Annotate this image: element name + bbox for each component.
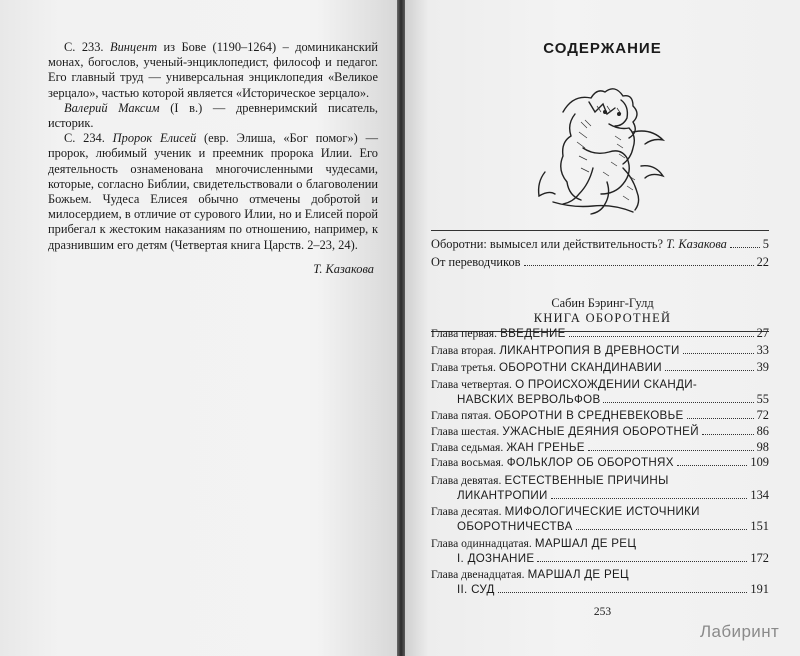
watermark-logo: [700, 622, 779, 642]
chapter-entry: [431, 326, 769, 341]
leader-dots: [537, 561, 747, 562]
chapter-entry: [431, 455, 769, 470]
chapter-number: Глава шестая.: [431, 425, 500, 438]
werewolf-illustration: [523, 72, 673, 220]
note-ref: С. 233.: [64, 40, 104, 54]
chapter-number: Глава двенадцатая.: [431, 568, 525, 581]
chapter-title: ЕСТЕСТВЕННЫЕ ПРИЧИНЫ: [504, 474, 669, 487]
chapter-number: Глава вторая.: [431, 344, 497, 357]
book-author: Сабин Бэринг-Гулд: [551, 296, 654, 310]
page-ref: 5: [762, 237, 769, 251]
chapter-number: Глава пятая.: [431, 409, 492, 422]
leader-dots: [665, 370, 754, 371]
chapter-number: Глава четвертая.: [431, 378, 512, 391]
chapter-title: УЖАСНЫЕ ДЕЯНИЯ ОБОРОТНЕЙ: [502, 425, 699, 438]
page-ref: 33: [756, 343, 769, 357]
chapter-title-continued: I. ДОЗНАНИЕ: [457, 552, 535, 565]
note-paragraph: [48, 131, 378, 253]
toc-title: СОДЕРЖАНИЕ: [543, 40, 662, 57]
chapter-number: Глава девятая.: [431, 474, 502, 487]
chapter-number: Глава седьмая.: [431, 441, 504, 454]
chapter-title: ЖАН ГРЕНЬЕ: [506, 441, 585, 454]
chapter-title: МАРШАЛ ДЕ РЕЦ: [534, 537, 637, 550]
chapter-number: Глава одиннадцатая.: [431, 537, 532, 550]
page-ref: 109: [750, 455, 769, 469]
page-ref: 134: [750, 488, 769, 502]
leader-dots: [603, 402, 753, 403]
toc-rule: [431, 230, 769, 231]
leader-dots: [569, 336, 754, 337]
chapter-title-continued: НАВСКИХ ВЕРВОЛЬФОВ: [457, 393, 601, 406]
page-ref: 86: [756, 424, 769, 438]
book-gutter: [397, 0, 405, 656]
right-page: [405, 0, 800, 656]
leader-dots: [677, 465, 748, 466]
chapter-title: МАРШАЛ ДЕ РЕЦ: [527, 568, 629, 581]
entry-author: Т. Казакова: [666, 237, 727, 251]
chapter-number: Глава первая.: [431, 327, 497, 340]
chapter-title: ВВЕДЕНИЕ: [500, 327, 566, 340]
note-paragraph: [48, 101, 378, 131]
chapter-title: О ПРОИСХОЖДЕНИИ СКАНДИ-: [515, 378, 698, 391]
chapter-title: ФОЛЬКЛОР ОБ ОБОРОТНЯХ: [506, 456, 674, 469]
chapter-title: ОБОРОТНИ В СРЕДНЕВЕКОВЬЕ: [494, 409, 684, 422]
page-ref: 39: [756, 360, 769, 374]
leader-dots: [576, 529, 748, 530]
chapter-number: Глава восьмая.: [431, 456, 504, 469]
note-term: Винцент: [110, 40, 158, 54]
page-ref: 191: [750, 582, 769, 596]
note-text: (I в.) — древнеримский писатель, историк.: [48, 100, 378, 131]
page-ref: 151: [750, 519, 769, 533]
leader-dots: [683, 353, 754, 354]
leader-dots: [588, 450, 754, 451]
note-ref: С. 234.: [64, 131, 105, 146]
chapter-number: Глава третья.: [431, 361, 496, 374]
chapter-entry: [431, 377, 769, 407]
chapter-title: ОБОРОТНИ СКАНДИНАВИИ: [498, 361, 662, 374]
toc-entry: [431, 237, 769, 252]
page-number: 253: [593, 606, 612, 618]
chapter-title-continued: II. СУД: [457, 583, 495, 596]
entry-title: От переводчиков: [431, 255, 521, 269]
leader-dots: [730, 247, 760, 248]
chapter-entry: [431, 440, 769, 455]
leader-dots: [498, 592, 748, 593]
note-term: Валерий Максим: [64, 100, 160, 115]
note-paragraph: [48, 40, 378, 101]
chapter-entry: [431, 424, 769, 439]
leader-dots: [524, 265, 754, 266]
notes-block: [48, 40, 378, 253]
page-ref: 55: [756, 392, 769, 406]
chapter-entry: [431, 536, 769, 566]
chapter-entry: [431, 567, 769, 597]
leader-dots: [551, 498, 748, 499]
chapter-title: ЛИКАНТРОПИЯ В ДРЕВНОСТИ: [499, 344, 680, 357]
watermark-text: Лабиринт: [700, 622, 780, 641]
signature: Т. Казакова: [313, 262, 374, 276]
chapter-entry: [431, 343, 769, 358]
leader-dots: [702, 434, 754, 435]
page-ref: 27: [756, 326, 769, 340]
chapter-entry: [431, 360, 769, 375]
page-ref: 98: [756, 440, 769, 454]
page-ref: 22: [756, 255, 769, 269]
chapter-entry: [431, 473, 769, 503]
note-text: (евр. Элиша, «Бог помог») — пророк, любимый ученик и преемник пророка Илии. Его деятельность ознаменована многочисленными чудесами, которые, согласно Библии, свидетельствовали о благоволении Божьем. Чудеса Елисея обычно отмечены добротой и милосердием, в отличие от сурового Илии, но и Елисей порой прибегал к жестоким наказаниям по отношению, например, к дразнившим его детям (Четвертая книга Царств. 2–23, 24).: [48, 131, 378, 252]
entry-title: Оборотни: вымысел или действительность?: [431, 237, 667, 251]
chapter-title: МИФОЛОГИЧЕСКИЕ ИСТОЧНИКИ: [504, 505, 700, 518]
chapter-entry: [431, 408, 769, 423]
page-ref: 172: [750, 551, 769, 565]
chapter-number: Глава десятая.: [431, 505, 502, 518]
note-text: из Бове (1190–1264) – доминиканский монах, богослов, ученый-энциклопедист, философ и педагог. Его главный труд — универсальная энциклопедия «Великое зерцало», частью которой является «Историческое зерцало».: [48, 40, 378, 100]
leader-dots: [687, 418, 754, 419]
chapter-title-continued: ОБОРОТНИЧЕСТВА: [457, 520, 573, 533]
toc-entry: [431, 255, 769, 270]
left-page: [0, 0, 399, 656]
note-term: Пророк Елисей: [112, 131, 197, 146]
page-ref: 72: [756, 408, 769, 422]
chapter-title-continued: ЛИКАНТРОПИИ: [457, 489, 548, 502]
chapter-entry: [431, 504, 769, 534]
book-title: КНИГА ОБОРОТНЕЙ: [533, 311, 672, 325]
